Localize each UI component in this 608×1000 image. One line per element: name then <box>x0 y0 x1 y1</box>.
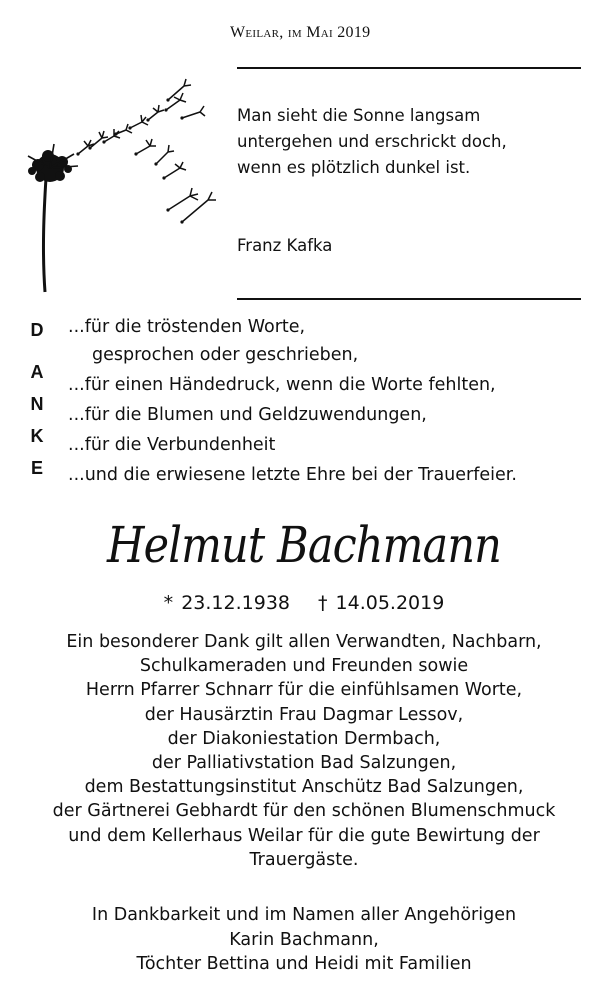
quote-line: Man sieht die Sonne langsam <box>237 106 481 125</box>
closing-line: In Dankbarkeit und im Namen aller Angehörigen <box>91 905 517 925</box>
quote-author: Franz Kafka <box>237 236 333 255</box>
thanks-line: Herrn Pfarrer Schnarr für die einfühlsamen Worte, <box>85 680 523 701</box>
thanks-line: der Gärtnerei Gebhardt für den schönen Blumenschmuck <box>52 801 556 822</box>
divider-bottom <box>237 298 581 300</box>
quote-line: wenn es plötzlich dunkel ist. <box>237 158 471 177</box>
danke-line: ...für die Blumen und Geldzuwendungen, <box>68 405 427 425</box>
closing-line: Töchter Bettina und Heidi mit Familien <box>136 954 472 974</box>
danke-letter: D <box>30 320 44 340</box>
danke-letter: N <box>30 394 44 414</box>
thanks-line: der Diakoniestation Dermbach, <box>167 728 441 749</box>
thanks-line: der Hausärztin Frau Dagmar Lessov, <box>144 704 464 725</box>
danke-line: ...für die Verbundenheit <box>68 435 276 455</box>
danke-line: ...und die erwiesene letzte Ehre bei der Trauerfeier. <box>68 465 517 485</box>
death-date: † 14.05.2019 <box>318 592 445 614</box>
birth-date: * 23.12.1938 <box>163 592 290 614</box>
thanks-line: der Palliativstation Bad Salzungen, <box>151 753 457 774</box>
thanks-line: Ein besonderer Dank gilt allen Verwandten, Nachbarn, <box>66 632 542 652</box>
divider-top <box>237 67 581 69</box>
danke-line: ...für einen Händedruck, wenn die Worte fehlten, <box>68 375 496 395</box>
danke-text <box>68 314 588 490</box>
thanks-line: dem Bestattungsinstitut Anschütz Bad Salzungen, <box>84 777 524 798</box>
quote <box>237 103 577 181</box>
thanks-line: und dem Kellerhaus Weilar für die gute Bewirtung der <box>68 825 540 846</box>
life-dates <box>0 592 608 614</box>
danke-line: ...für die tröstenden Worte, <box>68 317 306 337</box>
thanks-paragraph <box>20 630 588 872</box>
quote-line: untergehen und erschrickt doch, <box>237 132 507 151</box>
thanks-line: Schulkameraden und Freunden sowie <box>139 656 469 677</box>
danke-acrostic <box>26 318 48 488</box>
danke-letter: E <box>30 458 43 478</box>
closing-signature <box>20 903 588 977</box>
place-date: Weilar, im Mai 2019 <box>230 24 371 41</box>
danke-line: gesprochen oder geschrieben, <box>92 345 359 365</box>
thanks-line: Trauergäste. <box>249 849 359 870</box>
danke-letter: A <box>30 362 44 382</box>
deceased-name: Helmut Bachmann <box>106 516 502 574</box>
danke-letter: K <box>30 426 44 446</box>
closing-line: Karin Bachmann, <box>229 929 379 950</box>
dandelion-icon <box>18 70 218 295</box>
